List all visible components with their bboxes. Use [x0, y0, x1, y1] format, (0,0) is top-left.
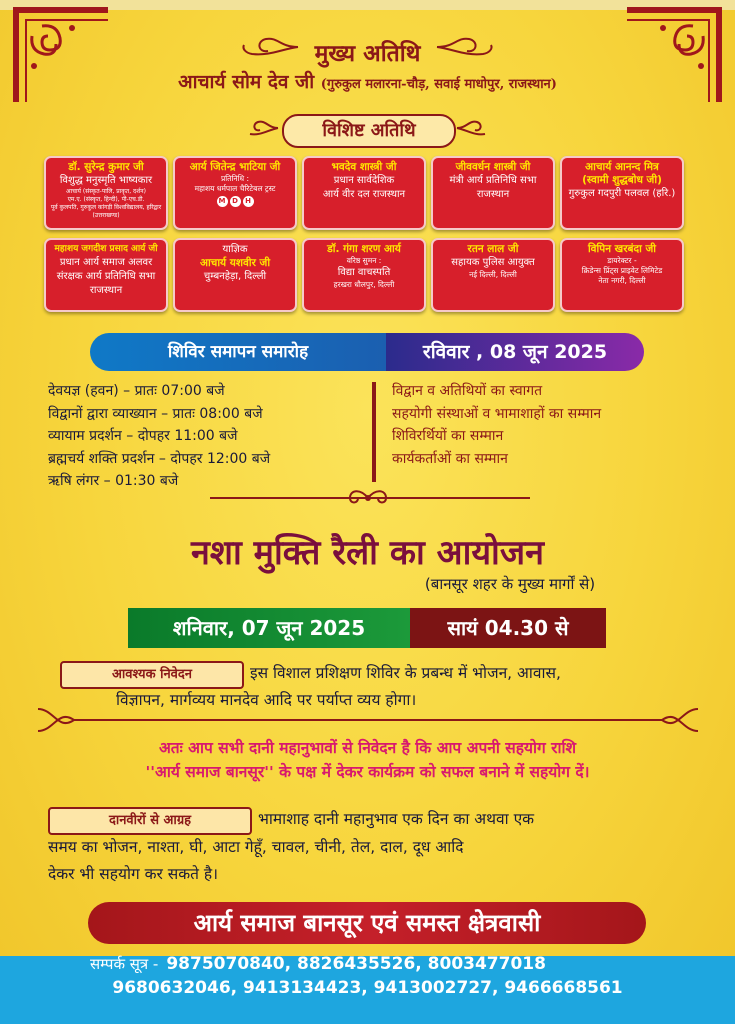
guest-detail: नई दिल्ली, दिल्ली — [469, 270, 517, 279]
schedule-item: ऋषि लंगर – 01:30 बजे — [48, 473, 179, 489]
flourish-icon — [455, 118, 491, 138]
guest-card — [173, 238, 297, 312]
mdh-letter: D — [230, 196, 241, 207]
flourish-icon — [336, 486, 400, 510]
schedule-item: ब्रह्मचर्य शक्ति प्रदर्शन – दोपहर 12:00 बजे — [48, 450, 271, 467]
notice-line-1: इस विशाल प्रशिक्षण शिविर के प्रबन्ध में भोजन, आवास, — [250, 664, 561, 682]
guest-detail: प्रधान आर्य समाज अलवर — [59, 257, 153, 268]
schedule-item: देवयज्ञ (हवन) – प्रातः 07:00 बजे — [48, 383, 225, 399]
events-list — [392, 380, 692, 470]
event-item: शिविरर्थियों का सम्मान — [392, 428, 504, 444]
guest-name: रतन लाल जी — [467, 243, 519, 255]
guest-detail: महाशय धर्मपाल चैरिटेबल ट्रस्ट — [194, 184, 276, 193]
donor-label: दानवीरों से आग्रह — [48, 807, 252, 835]
donor-line-3: देकर भी सहयोग कर सकते है। — [48, 865, 219, 883]
schedule-item: व्यायाम प्रदर्शन – दोपहर 11:00 बजे — [48, 428, 238, 444]
guest-detail: गुरुकुल गदपुरी पलवल (हरि.) — [568, 188, 676, 199]
rally-subtitle: (बानसूर शहर के मुख्य मार्गों से) — [424, 575, 596, 593]
guest-detail: एम.ए. (संस्कृत, हिन्दी), पी-एच.डी. — [67, 196, 145, 203]
camp-closing-label: शिविर समापन समारोह — [90, 333, 386, 371]
guest-name: आचार्य यशवीर जी — [199, 257, 271, 269]
mdh-letter: M — [217, 196, 228, 207]
contact-label: सम्पर्क सूत्र - — [90, 955, 159, 973]
guest-detail: डायरेक्टर - — [607, 256, 637, 265]
guest-detail: राजस्थान — [476, 189, 510, 200]
guest-detail: आचार्य (संस्कृत-पालि, प्राकृत, दर्शन) — [66, 188, 146, 195]
guest-detail: चुम्बनहेड़ा, दिल्ली — [203, 271, 267, 282]
notice-line-2: विज्ञापन, मार्गव्यय मानदेव आदि पर पर्याप्त व्यय होगा। — [116, 691, 417, 709]
guest-card — [560, 156, 684, 230]
appeal-line-1: अतः आप सभी दानी महानुभावों से निवेदन है कि आप अपनी सहयोग राशि — [158, 739, 577, 757]
guest-detail: राजस्थान — [89, 285, 123, 296]
guest-detail: विद्या वाचस्पति — [337, 267, 391, 278]
guest-name: भवदेव शास्त्री जी — [331, 161, 397, 173]
guest-detail: प्रतिनिधि : — [220, 174, 250, 183]
contact-phones-1: 9875070840, 8826435526, 8003477018 — [166, 954, 546, 974]
guest-name: आचार्य आनन्द मित्र — [585, 161, 659, 173]
vertical-divider — [372, 382, 376, 482]
guest-detail: पूर्व कुलपति, गुरुकुल कांगड़ी विश्वविद्यालय, हरिद्वार (उत्तराखण्ड) — [50, 204, 162, 219]
guest-card — [44, 238, 168, 312]
rally-time: सायं 04.30 से — [410, 608, 606, 648]
ornate-divider-icon — [34, 705, 702, 735]
notice-label: आवश्यक निवेदन — [60, 661, 244, 689]
contact-line-1 — [90, 954, 546, 974]
guest-detail: नेता नगरी, दिल्ली — [598, 276, 646, 285]
guest-detail: विशुद्ध मनुस्मृति भाष्यकार — [59, 175, 153, 186]
camp-closing-date: रविवार , 08 जून 2025 — [386, 333, 644, 371]
donor-line-2: समय का भोजन, नाश्ता, घी, आटा गेहूँ, चावल, चीनी, तेल, दाल, दूध आदि — [48, 838, 464, 856]
chief-guest-name-text: आचार्य सोम देव जी — [178, 71, 315, 93]
guest-title: याज्ञिक — [222, 244, 248, 255]
appeal-line-2: ''आर्य समाज बानसूर'' के पक्ष में देकर कार्यक्रम को सफल बनाने में सहयोग दें। — [145, 763, 590, 781]
mdh-logo-icon — [178, 196, 292, 207]
guest-name: डॉ. सुरेन्द्र कुमार जी — [68, 161, 144, 173]
guest-name: आर्य जितेन्द्र भाटिया जी — [189, 161, 281, 173]
guest-card — [431, 238, 555, 312]
guest-card — [44, 156, 168, 230]
mdh-letter: H — [243, 196, 254, 207]
organizer-banner: आर्य समाज बानसूर एवं समस्त क्षेत्रवासी — [88, 902, 646, 944]
guest-detail: प्रधान सार्वदेशिक — [333, 175, 395, 186]
guest-card — [302, 156, 426, 230]
chief-guest-title: मुख्य अतिथि — [314, 40, 421, 67]
guest-name-alt: (स्वामी शुद्धबोध जी) — [582, 174, 662, 186]
event-item: सहयोगी संस्थाओं व भामाशाहों का सम्मान — [392, 405, 602, 422]
guest-name: विपिन खरबंदा जी — [587, 243, 657, 255]
guest-card — [302, 238, 426, 312]
guest-name: महाशय जगदीश प्रसाद आर्य जी — [54, 244, 158, 254]
guest-detail: वरिष्ठ सुमन : — [346, 256, 382, 265]
guest-card — [431, 156, 555, 230]
guest-detail: क्रिडेन्स प्रिंट्स प्राइवेट लिमिटेड — [581, 266, 663, 275]
contact-phones-2: 9680632046, 9413134423, 9413002727, 9466668561 — [112, 978, 623, 998]
rally-title: नशा मुक्ति रैली का आयोजन — [191, 533, 544, 573]
event-item: कार्यकर्ताओं का सम्मान — [392, 450, 508, 467]
chief-guest-place: (गुरुकुल मलारना-चौड़, सवाई माधोपुर, राजस्थान) — [320, 77, 557, 92]
guest-detail: हरखरा धौलपुर, दिल्ली — [333, 280, 395, 289]
rally-date: शनिवार, 07 जून 2025 — [128, 608, 410, 648]
guest-card — [560, 238, 684, 312]
guest-name: जीववर्धन शास्त्री जी — [455, 161, 531, 173]
guest-name: डॉ. गंगा शरण आर्य — [327, 243, 401, 255]
special-guests-title: विशिष्ट अतिथि — [282, 114, 456, 148]
guest-detail: संरक्षक आर्य प्रतिनिधि सभा — [56, 271, 156, 282]
schedule-item: विद्वानों द्वारा व्याख्यान – प्रातः 08:00 बजे — [48, 405, 263, 422]
donor-line-1: भामाशाह दानी महानुभाव एक दिन का अथवा एक — [258, 810, 535, 828]
guest-detail: आर्य वीर दल राजस्थान — [322, 189, 406, 200]
guest-card — [173, 156, 297, 230]
schedule-list — [48, 380, 378, 493]
flourish-icon — [244, 118, 280, 138]
chief-guest-name — [0, 68, 735, 94]
event-item: विद्वान व अतिथियों का स्वागत — [392, 383, 543, 399]
guest-detail: सहायक पुलिस आयुक्त — [451, 257, 535, 268]
guest-detail: मंत्री आर्य प्रतिनिधि सभा — [449, 175, 537, 186]
special-guest-grid — [44, 156, 688, 312]
